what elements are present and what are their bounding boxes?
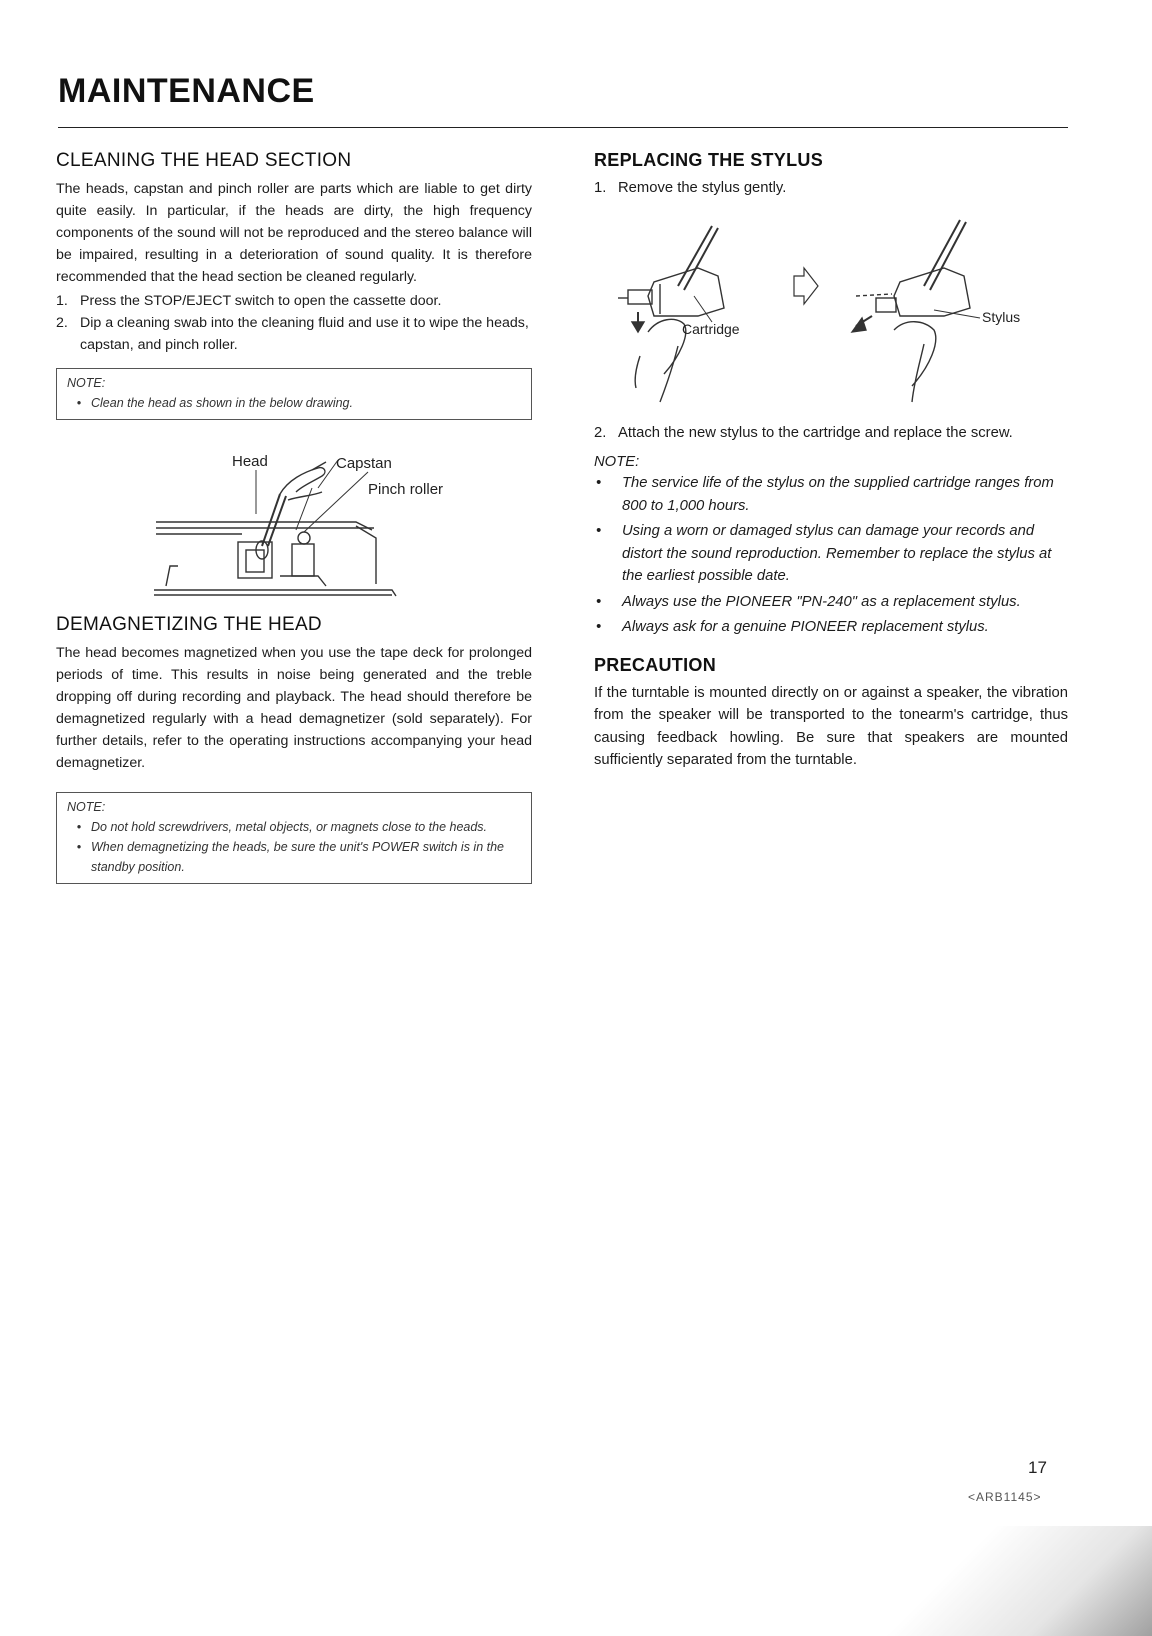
- demag-section: [56, 614, 532, 884]
- bullet: •: [596, 593, 602, 610]
- head-cleaning-figure: [56, 434, 532, 604]
- head-label: Head: [232, 453, 268, 470]
- note-text: The service life of the stylus on the supplied cartridge ranges from 800 to 1,000 hours.: [622, 475, 1054, 514]
- note-label: NOTE:: [67, 376, 106, 390]
- cartridge-right: [894, 268, 970, 316]
- demag-note-box: [56, 792, 532, 884]
- note-text: Do not hold screwdrivers, metal objects, or magnets close to the heads.: [91, 820, 488, 834]
- cleaning-heading: CLEANING THE HEAD SECTION: [56, 150, 352, 171]
- cartridge-label: Cartridge: [682, 320, 740, 337]
- demag-body: The head becomes magnetized when you use the tape deck for prolonged periods of time. This results in noise being generated and the treble dropping off during recording and playback. The head should therefore be demagnetized regularly with a head demagnetizer (sold separately). For further details, refer to the operating instructions accompanying your head demagnetizer.: [56, 645, 532, 771]
- right-column: [594, 150, 1068, 772]
- bullet: •: [76, 840, 82, 854]
- deck-outline: [156, 522, 372, 530]
- list-item: [56, 312, 532, 356]
- list-item: [56, 290, 532, 312]
- title-rule: [58, 127, 1068, 128]
- document-code: <ARB1145>: [968, 1490, 1042, 1504]
- precaution-section: [594, 655, 1068, 772]
- note-label: NOTE:: [67, 800, 106, 814]
- step-text: Dip a cleaning swab into the cleaning fluid and use it to wipe the heads, capstan, and pinch roller.: [80, 315, 529, 353]
- step-number: 2.: [56, 315, 68, 331]
- cleaning-steps: [56, 290, 532, 356]
- note-text: Using a worn or damaged stylus can damage your records and distort the sound reproduction. Remember to replace the stylus at the earliest possible date.: [622, 523, 1052, 584]
- tonearm-left: [678, 226, 712, 286]
- list-item: [594, 472, 1068, 517]
- note-text: Always ask for a genuine PIONEER replacement stylus.: [622, 619, 989, 635]
- bullet: •: [596, 619, 602, 635]
- tonearm-right: [924, 220, 960, 286]
- step-text: Attach the new stylus to the cartridge and replace the screw.: [618, 424, 1013, 441]
- note-text: Always use the PIONEER "PN-240" as a replacement stylus.: [622, 593, 1021, 610]
- step-text: Press the STOP/EJECT switch to open the cassette door.: [80, 293, 442, 309]
- stylus-steps-first: [594, 177, 1068, 200]
- capstan-label: Capstan: [336, 455, 392, 472]
- list-item: [67, 837, 521, 877]
- scan-shadow: [852, 1526, 1152, 1636]
- bullet: •: [596, 475, 602, 491]
- cleaning-section: [56, 150, 532, 604]
- step-number: 2.: [594, 424, 607, 441]
- hand-left: [648, 319, 686, 374]
- list-item: [594, 520, 1068, 588]
- list-item: [594, 591, 1068, 614]
- hand: [280, 468, 325, 494]
- demag-heading: DEMAGNETIZING THE HEAD: [56, 614, 322, 635]
- stylus-note-label: NOTE:: [594, 454, 640, 470]
- step-text: Remove the stylus gently.: [618, 180, 787, 196]
- step-number: 1.: [594, 180, 607, 196]
- pinch-roller-label: Pinch roller: [368, 481, 444, 498]
- page-number: 17: [1028, 1458, 1047, 1477]
- stylus-notes: [594, 472, 1068, 639]
- step-number: 1.: [56, 293, 68, 309]
- note-list: [67, 817, 521, 877]
- stylus-figure: [594, 206, 1068, 416]
- stylus-section: [594, 150, 1068, 639]
- stylus-heading: REPLACING THE STYLUS: [594, 150, 824, 170]
- list-item: [67, 393, 521, 413]
- note-text: When demagnetizing the heads, be sure the unit's POWER switch is in the standby position.: [91, 840, 505, 874]
- arrow-icon: [794, 268, 818, 304]
- list-item: [67, 817, 521, 837]
- stylus-label: Stylus: [982, 308, 1021, 325]
- stylus-steps-second: [594, 422, 1068, 445]
- list-item: [594, 616, 1068, 639]
- cleaning-body: The heads, capstan and pinch roller are parts which are liable to get dirty quite easily. In particular, if the heads are dirty, the high frequency components of the sound will not be reproduced and the stereo balance will be impaired, resulting in a deterioration of sound quality. It is therefore recommended that the head section be cleaned regularly.: [56, 181, 532, 285]
- left-column: [56, 150, 532, 884]
- page-title: MAINTENANCE: [58, 72, 315, 110]
- cleaning-note-box: [56, 368, 532, 420]
- hand-right: [894, 321, 936, 385]
- note-text: Clean the head as shown in the below drawing.: [91, 396, 353, 410]
- precaution-heading: PRECAUTION: [594, 654, 717, 675]
- bullet: •: [76, 820, 82, 834]
- bullet: •: [76, 396, 82, 410]
- note-list: [67, 393, 521, 413]
- bullet: •: [596, 523, 602, 539]
- list-item: [594, 177, 1068, 200]
- list-item: [594, 422, 1068, 445]
- pinch-roller-block: [292, 544, 314, 576]
- precaution-body: If the turntable is mounted directly on or against a speaker, the vibration from the speaker will be transported to the tonearm's cartridge, thus causing feedback howling. Be sure that speakers are mounted sufficiently separated from the turntable.: [594, 684, 1068, 768]
